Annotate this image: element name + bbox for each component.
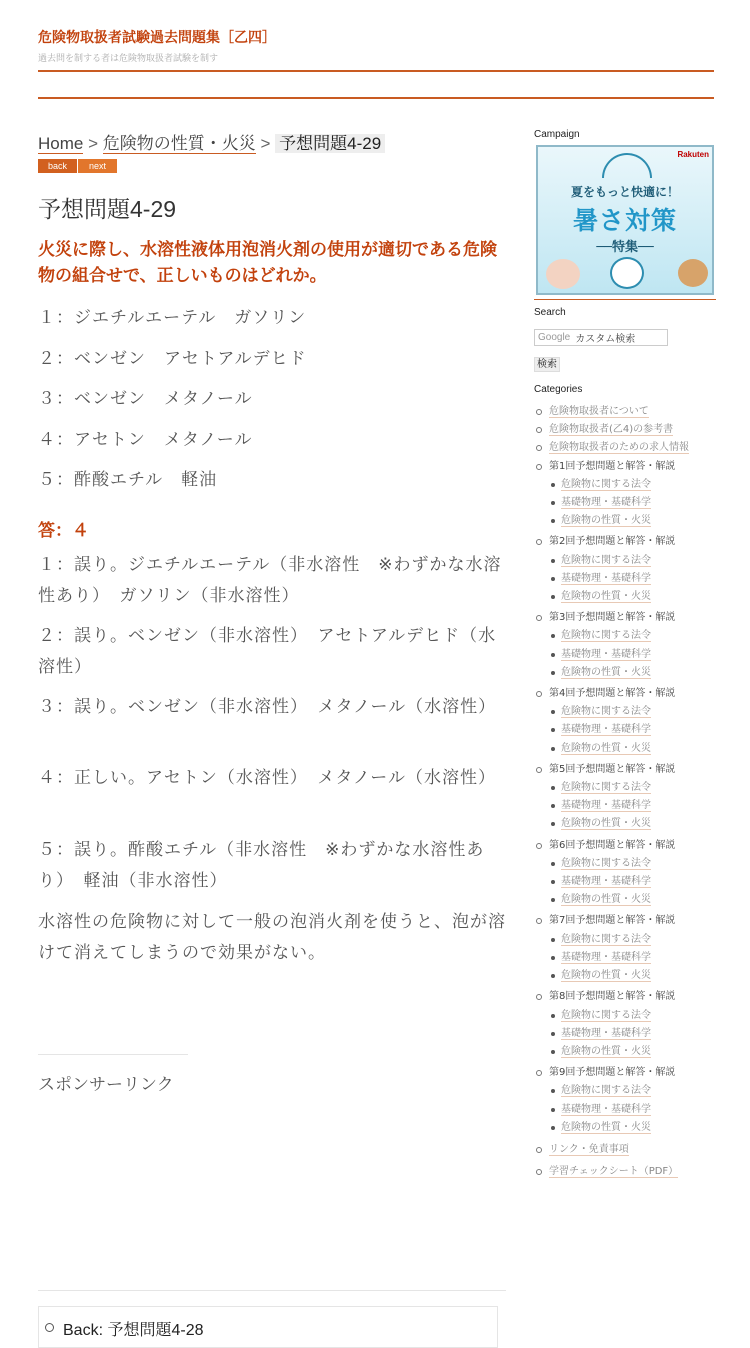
subcategory-item[interactable] [549, 873, 734, 891]
header-divider-top [38, 70, 714, 72]
google-logo: Google [538, 332, 571, 343]
site-description: 過去問を制する者は危険物取扱者試験を制す [38, 54, 219, 64]
category-link[interactable]: 第3回予想問題と解答・解説 [549, 612, 676, 624]
rakuten-logo: Rakuten [677, 150, 709, 159]
subcategory-list [549, 476, 734, 531]
subcategory-link[interactable]: 基礎物理・基礎科学 [561, 497, 651, 509]
subcategory-item[interactable] [549, 721, 734, 739]
category-item[interactable] [534, 685, 734, 758]
category-list [534, 403, 734, 1181]
back-button[interactable]: back [38, 159, 77, 173]
subcategory-item[interactable] [549, 1119, 734, 1137]
category-link[interactable]: 第2回予想問題と解答・解説 [549, 536, 676, 548]
explanation-4: ４：正しい。アセトン（水溶性） メタノール（水溶性） [38, 768, 496, 788]
sponsor-label: スポンサーリンク [38, 1075, 174, 1095]
breadcrumb-separator: > [260, 134, 271, 153]
subcategory-item[interactable] [549, 797, 734, 815]
subcategory-item[interactable] [549, 855, 734, 873]
subcategory-link[interactable]: 危険物に関する法令 [561, 478, 651, 490]
content-divider [38, 1290, 506, 1291]
subcategory-link[interactable]: 危険物に関する法令 [561, 630, 651, 642]
option-3: ３：ベンゼン メタノール [38, 389, 253, 409]
explanation-note: 水溶性の危険物に対して一般の泡消火剤を使うと、泡が溶けて消えてしまうので効果がない。 [38, 912, 506, 963]
polar-bear-icon [610, 257, 644, 289]
explanation-5: ５：誤り。酢酸エチル（非水溶性 ※わずかな水溶性あり） 軽油（非水溶性） [38, 840, 485, 891]
subcategory-link[interactable]: 危険物に関する法令 [561, 554, 651, 566]
category-item[interactable] [534, 1163, 734, 1181]
subcategory-item[interactable] [549, 646, 734, 664]
subcategory-list [549, 1082, 734, 1137]
category-link[interactable]: 第6回予想問題と解答・解説 [549, 839, 676, 851]
subcategory-item[interactable] [549, 494, 734, 512]
subcategory-item[interactable] [549, 570, 734, 588]
category-item[interactable] [534, 761, 734, 834]
subcategory-link[interactable]: 危険物に関する法令 [561, 706, 651, 718]
site-title[interactable]: 危険物取扱者試験過去問題集［乙四］ [38, 30, 276, 46]
subcategory-link[interactable]: 基礎物理・基礎科学 [561, 724, 651, 736]
subcategory-link[interactable]: 危険物の性質・火災 [561, 666, 651, 678]
subcategory-link[interactable]: 基礎物理・基礎科学 [561, 876, 651, 888]
subcategory-link[interactable]: 基礎物理・基礎科学 [561, 1103, 651, 1115]
category-link[interactable]: 第9回予想問題と解答・解説 [549, 1067, 676, 1079]
category-item[interactable] [534, 837, 734, 910]
subcategory-item[interactable] [549, 1101, 734, 1119]
subcategory-link[interactable]: 危険物の性質・火災 [561, 818, 651, 830]
post-nav [38, 159, 117, 173]
explanation-2: ２：誤り。ベンゼン（非水溶性） アセトアルデヒド（水溶性） [38, 626, 497, 677]
banner-subline: ──特集── [596, 240, 654, 255]
breadcrumb-current: 予想問題4-29 [275, 134, 385, 153]
subcategory-list [549, 627, 734, 682]
prev-post-box [38, 1306, 498, 1348]
subcategory-link[interactable]: 基礎物理・基礎科学 [561, 572, 651, 584]
subcategory-list [549, 931, 734, 986]
woman-photo [546, 259, 580, 289]
search-widget-title: Search [534, 307, 566, 318]
subcategory-item[interactable] [549, 588, 734, 606]
category-link[interactable]: 第4回予想問題と解答・解説 [549, 688, 676, 700]
category-item[interactable] [534, 421, 734, 439]
subcategory-link[interactable]: 基礎物理・基礎科学 [561, 800, 651, 812]
subcategory-link[interactable]: 危険物の性質・火災 [561, 894, 651, 906]
category-item[interactable] [534, 912, 734, 985]
subcategory-link[interactable]: 危険物の性質・火災 [561, 742, 651, 754]
category-link[interactable]: 危険物取扱者(乙4)の参考書 [549, 424, 674, 436]
category-item[interactable] [534, 403, 734, 421]
breadcrumb-home-link[interactable]: Home [38, 134, 84, 153]
subcategory-item[interactable] [549, 1007, 734, 1025]
category-item[interactable] [534, 1141, 734, 1159]
category-link[interactable]: 第7回予想問題と解答・解説 [549, 915, 676, 927]
subcategory-link[interactable]: 危険物に関する法令 [561, 1009, 651, 1021]
sidebar-divider [534, 299, 716, 300]
dog-photo [678, 259, 708, 287]
subcategory-item[interactable] [549, 967, 734, 985]
category-link[interactable]: 危険物取扱者のための求人情報 [549, 442, 689, 454]
category-link[interactable]: 第5回予想問題と解答・解説 [549, 763, 676, 775]
subcategory-link[interactable]: 危険物に関する法令 [561, 933, 651, 945]
prev-post-link[interactable]: Back: 予想問題4-28 [63, 1322, 204, 1339]
list-bullet-icon [45, 1323, 54, 1332]
category-link[interactable]: 危険物取扱者について [549, 406, 649, 417]
category-item[interactable] [534, 533, 734, 606]
subcategory-list [549, 855, 734, 910]
subcategory-item[interactable] [549, 931, 734, 949]
option-4: ４：アセトン メタノール [38, 430, 253, 450]
subcategory-item[interactable] [549, 664, 734, 682]
post-title: 予想問題4-29 [38, 196, 177, 222]
subcategory-item[interactable] [549, 891, 734, 909]
subcategory-link[interactable]: 危険物の性質・火災 [561, 970, 651, 982]
option-1: １：ジエチルエーテル ガソリン [38, 308, 307, 328]
search-input[interactable] [534, 329, 668, 346]
category-link[interactable]: 第1回予想問題と解答・解説 [549, 460, 676, 472]
subcategory-list [549, 552, 734, 607]
breadcrumb-category-link[interactable]: 危険物の性質・火災 [102, 134, 256, 153]
subcategory-link[interactable]: 危険物の性質・火災 [561, 515, 651, 527]
subcategory-item[interactable] [549, 779, 734, 797]
answer-text: 答：４ [38, 521, 89, 541]
categories-widget-title: Categories [534, 384, 583, 395]
category-link[interactable]: 第8回予想問題と解答・解説 [549, 991, 676, 1003]
subcategory-link[interactable]: 危険物に関する法令 [561, 857, 651, 869]
subcategory-list [549, 779, 734, 834]
subcategory-link[interactable]: 危険物の性質・火災 [561, 591, 651, 603]
subcategory-link[interactable]: 危険物の性質・火災 [561, 1045, 651, 1057]
explanation-3: ３：誤り。ベンゼン（非水溶性） メタノール（水溶性） [38, 697, 497, 717]
category-item[interactable] [534, 458, 734, 531]
explanation-1: １：誤り。ジエチルエーテル（非水溶性 ※わずかな水溶性あり） ガソリン（非水溶性） [38, 555, 502, 606]
campaign-widget-title: Campaign [534, 129, 580, 140]
subcategory-item[interactable] [549, 552, 734, 570]
subcategory-item[interactable] [549, 512, 734, 530]
search-button[interactable]: 検索 [534, 357, 560, 372]
campaign-banner[interactable] [536, 145, 714, 295]
option-2: ２：ベンゼン アセトアルデヒド [38, 349, 307, 369]
subcategory-list [549, 703, 734, 758]
next-button[interactable]: next [78, 159, 117, 173]
breadcrumb-separator: > [88, 134, 99, 153]
question-text: 火災に際し、水溶性液体用泡消火剤の使用が適切である危険物の組合せで、正しいものはどれか。 [38, 240, 497, 286]
search-placeholder: カスタム検索 [575, 334, 636, 345]
banner-headline: 暑さ対策 [572, 206, 677, 235]
subcategory-link[interactable]: 危険物に関する法令 [561, 1085, 651, 1097]
sponsor-divider [38, 1054, 188, 1055]
category-link[interactable]: リンク・免責事項 [549, 1143, 629, 1155]
category-item[interactable] [534, 1064, 734, 1137]
subcategory-item[interactable] [549, 627, 734, 645]
subcategory-item[interactable] [549, 703, 734, 721]
category-item[interactable] [534, 609, 734, 682]
option-5: ５：酢酸エチル 軽油 [38, 470, 218, 490]
subcategory-item[interactable] [549, 476, 734, 494]
category-item[interactable] [534, 439, 734, 457]
subcategory-item[interactable] [549, 1043, 734, 1061]
category-item[interactable] [534, 988, 734, 1061]
subcategory-link[interactable]: 基礎物理・基礎科学 [561, 648, 651, 660]
subcategory-item[interactable] [549, 740, 734, 758]
header-divider-bottom [38, 97, 714, 99]
category-link[interactable]: 学習チェックシート（PDF） [549, 1166, 679, 1178]
subcategory-link[interactable]: 基礎物理・基礎科学 [561, 1027, 651, 1039]
subcategory-link[interactable]: 危険物の性質・火災 [561, 1121, 651, 1133]
subcategory-item[interactable] [549, 815, 734, 833]
sun-icon [602, 153, 652, 178]
subcategory-link[interactable]: 基礎物理・基礎科学 [561, 951, 651, 963]
breadcrumb [38, 129, 385, 154]
subcategory-item[interactable] [549, 949, 734, 967]
subcategory-link[interactable]: 危険物に関する法令 [561, 782, 651, 794]
subcategory-item[interactable] [549, 1025, 734, 1043]
subcategory-item[interactable] [549, 1082, 734, 1100]
subcategory-list [549, 1007, 734, 1062]
banner-tagline: 夏をもっと快適に！ [570, 185, 679, 199]
